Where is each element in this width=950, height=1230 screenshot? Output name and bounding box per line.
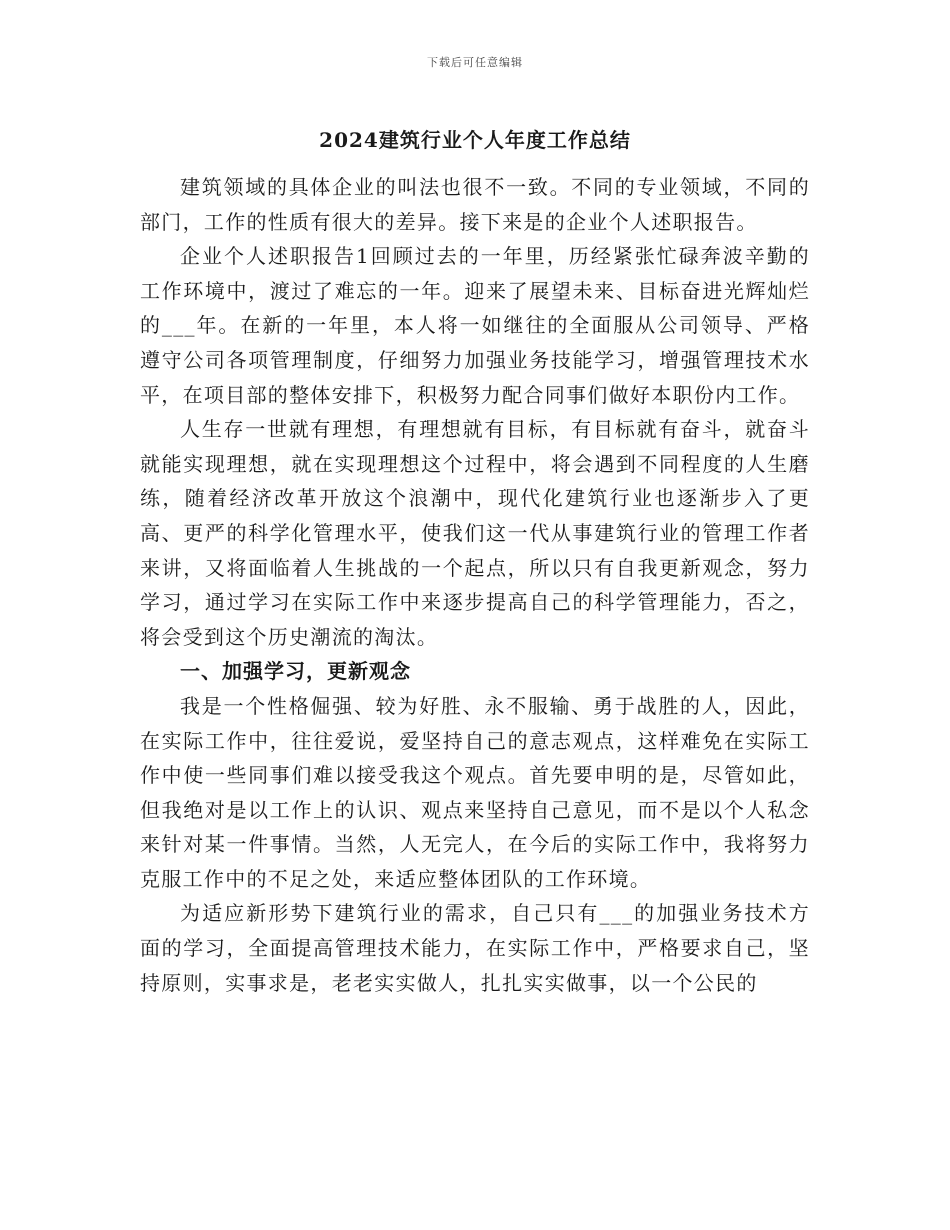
paragraph-character: 我是一个性格倔强、较为好胜、永不服输、勇于战胜的人，因此，在实际工作中，往往爱说，爱坚持自己的意志观点，这样难免在实际工作中使一些同事们难以接受我这个观点。首先要申明的是，尽管如此，但我绝对是以工作上的认识、观点来坚持自己意见，而不是以个人私念来针对某一件事情。当然，人无完人，在今后的实际工作中，我将努力克服工作中的不足之处，来适应整体团队的工作环境。	[140, 693, 810, 891]
paragraph-adaptation: 为适应新形势下建筑行业的需求，自己只有___的加强业务技术方面的学习，全面提高管理技术能力，在实际工作中，严格要求自己，坚持原则，实事求是，老老实实做人，扎扎实实做事，以一个公民的	[140, 901, 810, 995]
document-body	[140, 170, 810, 1000]
paragraph-intro: 建筑领域的具体企业的叫法也很不一致。不同的专业领域，不同的部门，工作的性质有很大的差异。接下来是的企业个人述职报告。	[140, 175, 810, 234]
header-note: 下载后可任意编辑	[427, 56, 523, 69]
section-heading: 一、加强学习，更新观念	[180, 659, 411, 684]
page-title: 2024建筑行业个人年度工作总结	[319, 128, 631, 152]
paragraph-ideals: 人生存一世就有理想，有理想就有目标，有目标就有奋斗，就奋斗就能实现理想，就在实现理想这个过程中，将会遇到不同程度的人生磨练，随着经济改革开放这个浪潮中，现代化建筑行业也逐渐步入了更高、更严的科学化管理水平，使我们这一代从事建筑行业的管理工作者来讲，又将面临着人生挑战的一个起点，所以只有自我更新观念，努力学习，通过学习在实际工作中来逐步提高自己的科学管理能力，否之，将会受到这个历史潮流的淘汰。	[140, 417, 810, 649]
paragraph-report: 企业个人述职报告1回顾过去的一年里，历经紧张忙碌奔波辛勤的工作环境中，渡过了难忘的一年。迎来了展望未来、目标奋进光辉灿烂的___年。在新的一年里，本人将一如继往的全面服从公司领导、严格遵守公司各项管理制度，仔细努力加强业务技能学习，增强管理技术水平，在项目部的整体安排下，积极努力配合同事们做好本职份内工作。	[140, 244, 810, 407]
